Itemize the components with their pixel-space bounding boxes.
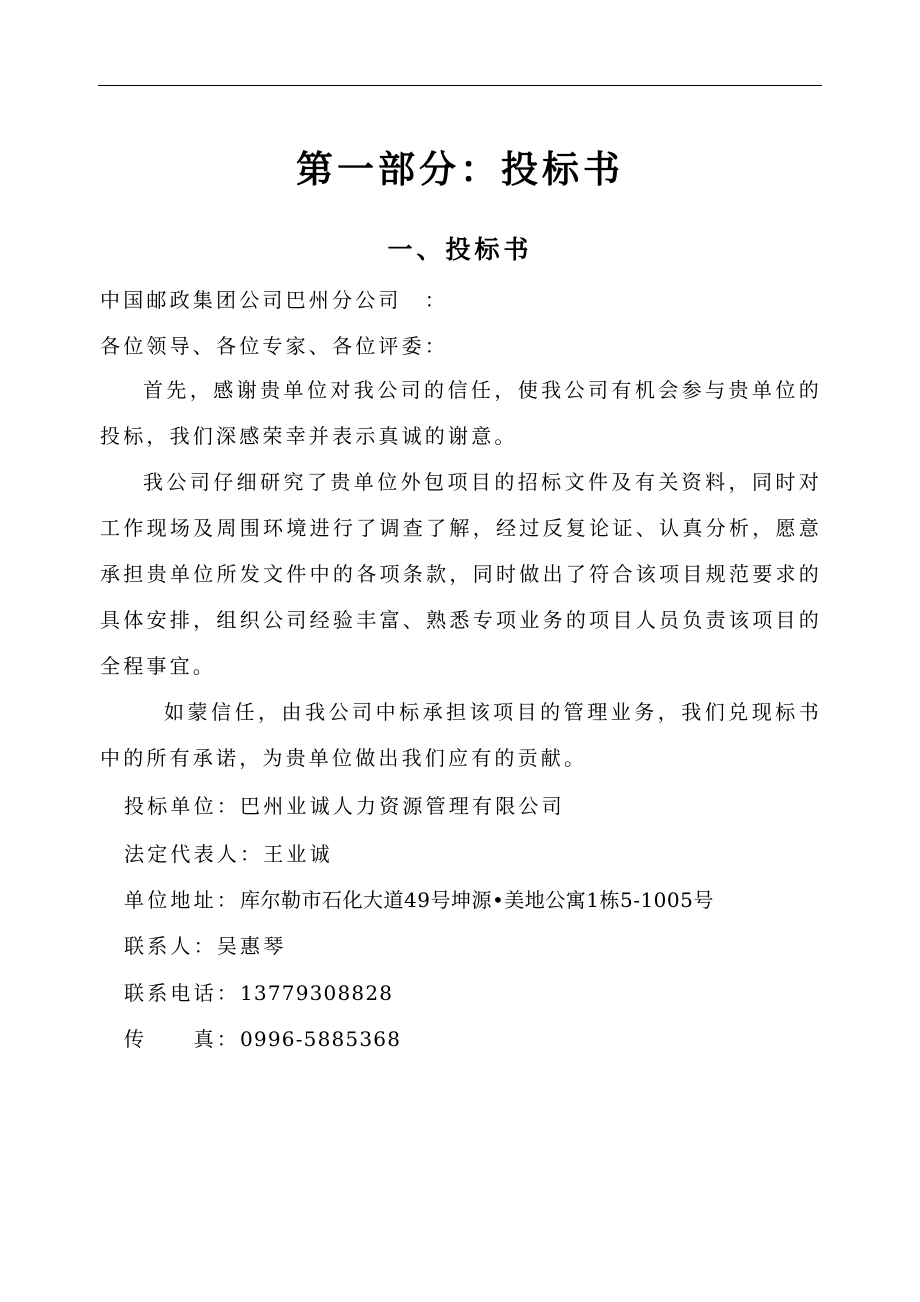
fax-label: 传 真： (124, 1027, 240, 1051)
phone-label: 联系电话： (124, 981, 240, 1005)
address-value: 库尔勒市石化大道49号坤源•美地公寓1栋5-1005号 (240, 888, 714, 912)
greeting-line: 各位领导、各位专家、各位评委： (100, 334, 448, 358)
address-label: 单位地址： (124, 888, 240, 912)
contact-label: 联系人： (124, 934, 217, 958)
legal-rep-value: 王业诚 (263, 842, 333, 866)
phone-line (124, 977, 393, 1009)
paragraph-research: 我公司仔细研究了贵单位外包项目的招标文件及有关资料，同时对工作现场及周围环境进行了调查了解，经过反复论证、认真分析，愿意承担贵单位所发文件中的各项条款，同时做出了符合该项目规范要求的具体安排，组织公司经验丰富、熟悉专项业务的项目人员负责该项目的全程事宜。 (100, 470, 822, 678)
legal-rep-line (124, 838, 333, 870)
legal-rep-label: 法定代表人： (124, 842, 264, 866)
section-title: 一、投标书 (387, 235, 533, 264)
bidder-line (124, 790, 565, 822)
page-title: 第一部分：投标书 (296, 148, 624, 191)
fax-line (124, 1023, 401, 1055)
bidder-label: 投标单位： (124, 794, 240, 818)
paragraph-commitment: 如蒙信任，由我公司中标承担该项目的管理业务，我们兑现标书中的所有承诺，为贵单位做出我们应有的贡献。 (100, 700, 822, 770)
contact-line (124, 930, 286, 962)
bidder-value: 巴州业诚人力资源管理有限公司 (240, 794, 565, 818)
header-rule (98, 85, 822, 86)
phone-value: 13779308828 (240, 981, 394, 1005)
address-line (124, 884, 714, 916)
paragraph-thanks: 首先，感谢贵单位对我公司的信任，使我公司有机会参与贵单位的投标，我们深感荣幸并表示真诚的谢意。 (100, 378, 822, 448)
recipient-line: 中国邮政集团公司巴州分公司 ： (100, 288, 448, 312)
fax-value: 0996-5885368 (240, 1027, 402, 1051)
contact-value: 吴惠琴 (216, 934, 287, 958)
